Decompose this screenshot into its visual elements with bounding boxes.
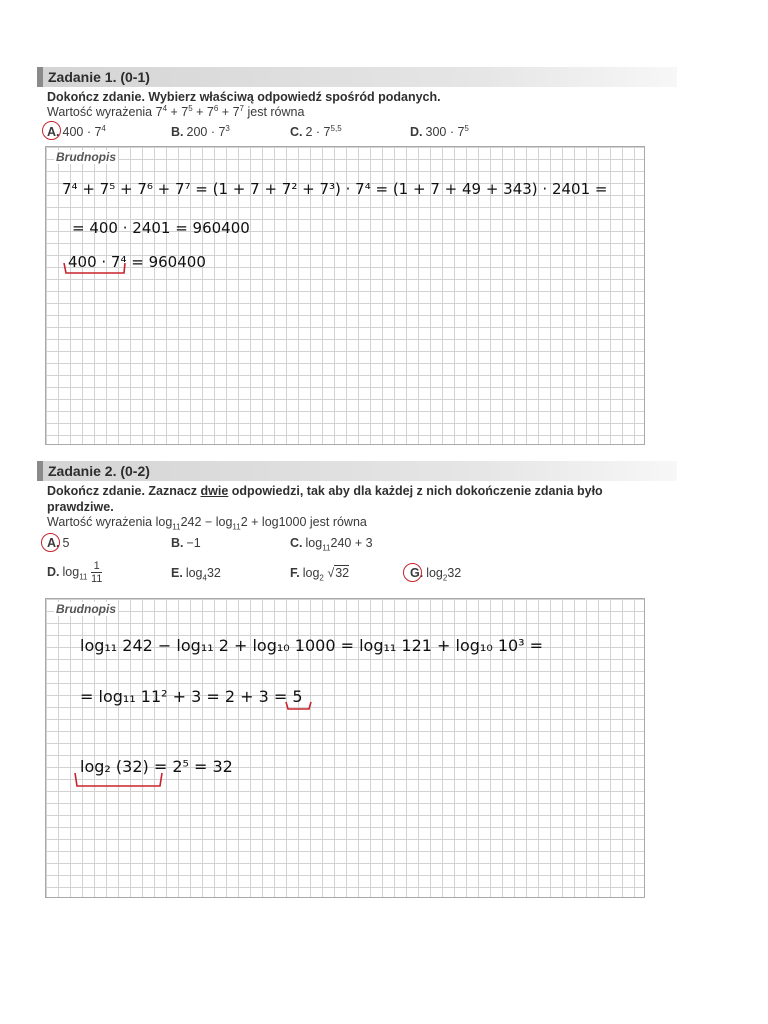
- task2-stem: Wartość wyrażenia $\log_{11}242 - \log_{11}2 + \log 1000$ jest równa: [47, 515, 367, 532]
- task1-title: Zadanie 1. (0-1): [48, 69, 150, 85]
- task1-option-b[interactable]: B. $200 \cdot 7^3$: [171, 124, 230, 140]
- task1-work-line1: 7⁴ + 7⁵ + 7⁶ + 7⁷ = (1 + 7 + 7² + 7³) · 7⁴ = (1 + 7 + 49 + 343) · 2401 =: [62, 180, 608, 198]
- scratch-label-1: Brudnopis: [56, 150, 116, 164]
- fraction: $\frac{1}{11}$: [90, 560, 103, 585]
- task2-option-e[interactable]: E. $\log_432$: [171, 566, 221, 583]
- task1-instruction: Dokończ zdanie. Wybierz właściwą odpowiedź spośród podanych.: [47, 90, 441, 104]
- task2-option-b[interactable]: B. −1: [171, 536, 201, 550]
- underline-task2-a: [286, 702, 311, 709]
- task1-option-d[interactable]: D. $300 \cdot 7^5$: [410, 124, 469, 140]
- scratch-label-2: Brudnopis: [56, 602, 116, 616]
- task2-work-line3: log₂ (32) = 2⁵ = 32: [80, 757, 233, 776]
- task2-instruction: Dokończ zdanie. Zaznacz dwie odpowiedzi, tak aby dla każdej z nich dokończenie zdania było prawdziwe.: [47, 484, 603, 514]
- task1-option-c[interactable]: C. $2 \cdot 7^{5,5}$: [290, 124, 342, 140]
- task2-option-d[interactable]: D. $\log_{11}$ $\frac{1}{11}$: [47, 560, 103, 585]
- task2-work-line1: log₁₁ 242 − log₁₁ 2 + log₁₀ 1000 = log₁₁ 121 + log₁₀ 10³ =: [80, 636, 544, 655]
- underline-task1: [64, 263, 125, 273]
- task1-work-line2: = 400 · 2401 = 960400: [72, 219, 250, 237]
- task1-option-a[interactable]: A. $400 \cdot 7^4$: [47, 124, 106, 140]
- task2-title: Zadanie 2. (0-2): [48, 463, 150, 479]
- task2-option-f[interactable]: F. $\log_2 √32$: [290, 566, 350, 583]
- underline-task2-g: [75, 773, 162, 786]
- task2-work-line2: = log₁₁ 11² + 3 = 2 + 3 = 5: [80, 687, 303, 706]
- task1-work-line3: 400 · 7⁴ = 960400: [68, 253, 206, 271]
- task1-stem: Wartość wyrażenia $7^4 + 7^5 + 7^6 + 7^7$ jest równa: [47, 104, 305, 120]
- task2-option-c[interactable]: C. $\log_{11}240 + 3$: [290, 536, 373, 553]
- task2-option-a[interactable]: A. 5: [47, 536, 70, 550]
- task2-option-g[interactable]: G. $\log_232$: [410, 566, 462, 583]
